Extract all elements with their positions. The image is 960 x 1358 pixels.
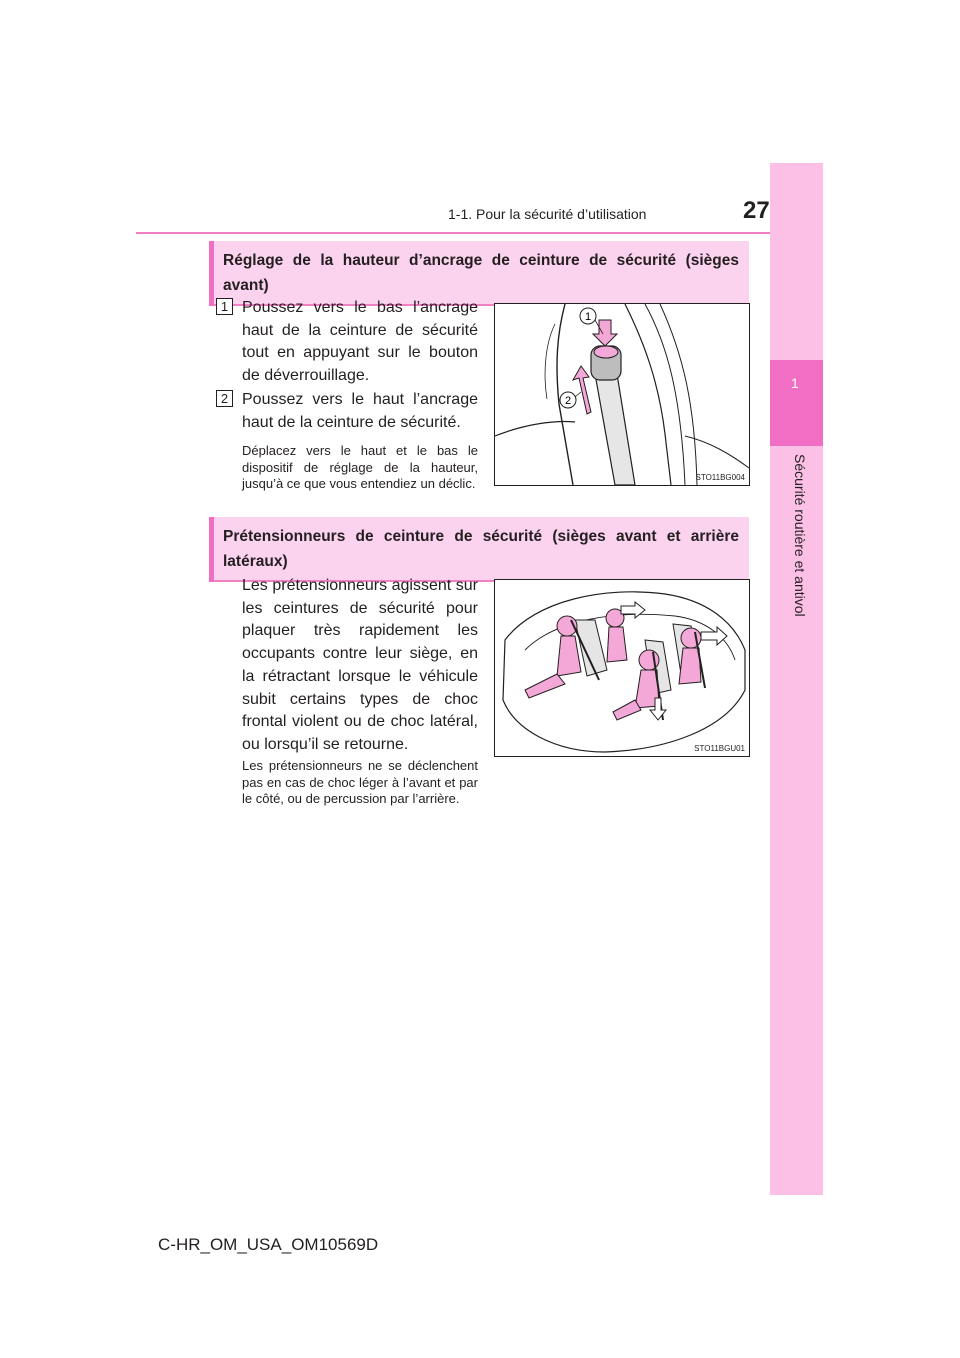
figure-code: STO11BG004 [695,473,745,482]
step-number-2: 2 [216,390,233,407]
callout-2: 2 [564,395,572,407]
header-rule [136,232,823,234]
chapter-number: 1 [791,375,799,391]
vehicle-cabin-illustration [495,580,749,756]
callout-1: 1 [584,311,592,323]
figure-anchor-adjust [494,303,750,486]
chapter-tab-marker [770,360,823,446]
figure-pretensioners [494,579,750,757]
section-title-pretensioners: Prétensionneurs de ceinture de sécurité (sièges avant et arrière latéraux) [209,517,749,582]
page-number: 27 [743,197,770,224]
step-text-1: Poussez vers le bas l’ancrage haut de la ceinture de sécurité tout en appuyant sur le bouton de déverrouillage. [242,299,478,384]
step-number-1: 1 [216,298,233,315]
note-height-adjuster: Déplacez vers le haut et le bas le dispositif de réglage de la hauteur, jusqu’à ce que vous entendiez un déclic. [242,443,478,491]
seatbelt-anchor-illustration [495,304,749,485]
document-code: C-HR_OM_USA_OM10569D [158,1235,379,1254]
pretensioner-body: Les prétensionneurs agissent sur les ceintures de sécurité pour plaquer très rapidement les occupants contre leur siège, en la rétractant lorsque le véhicule subit certains types de choc frontal violent ou de choc latéral, ou lorsqu’il se retourne. [242,577,478,753]
chapter-title: Sécurité routière et antivol [792,454,808,617]
note-pretensioner: Les prétensionneurs ne se déclenchent pas en cas de choc léger à l’avant et par le côté, ou de percussion par l’arrière. [242,758,478,806]
section-title-anchor-height: Réglage de la hauteur d’ancrage de ceinture de sécurité (sièges avant) [209,241,749,306]
running-header-section: 1-1. Pour la sécurité d’utilisation [448,206,647,222]
figure-code: STO11BGU01 [694,744,745,753]
step-text-2: Poussez vers le haut l’ancrage haut de la ceinture de sécurité. [242,391,478,431]
